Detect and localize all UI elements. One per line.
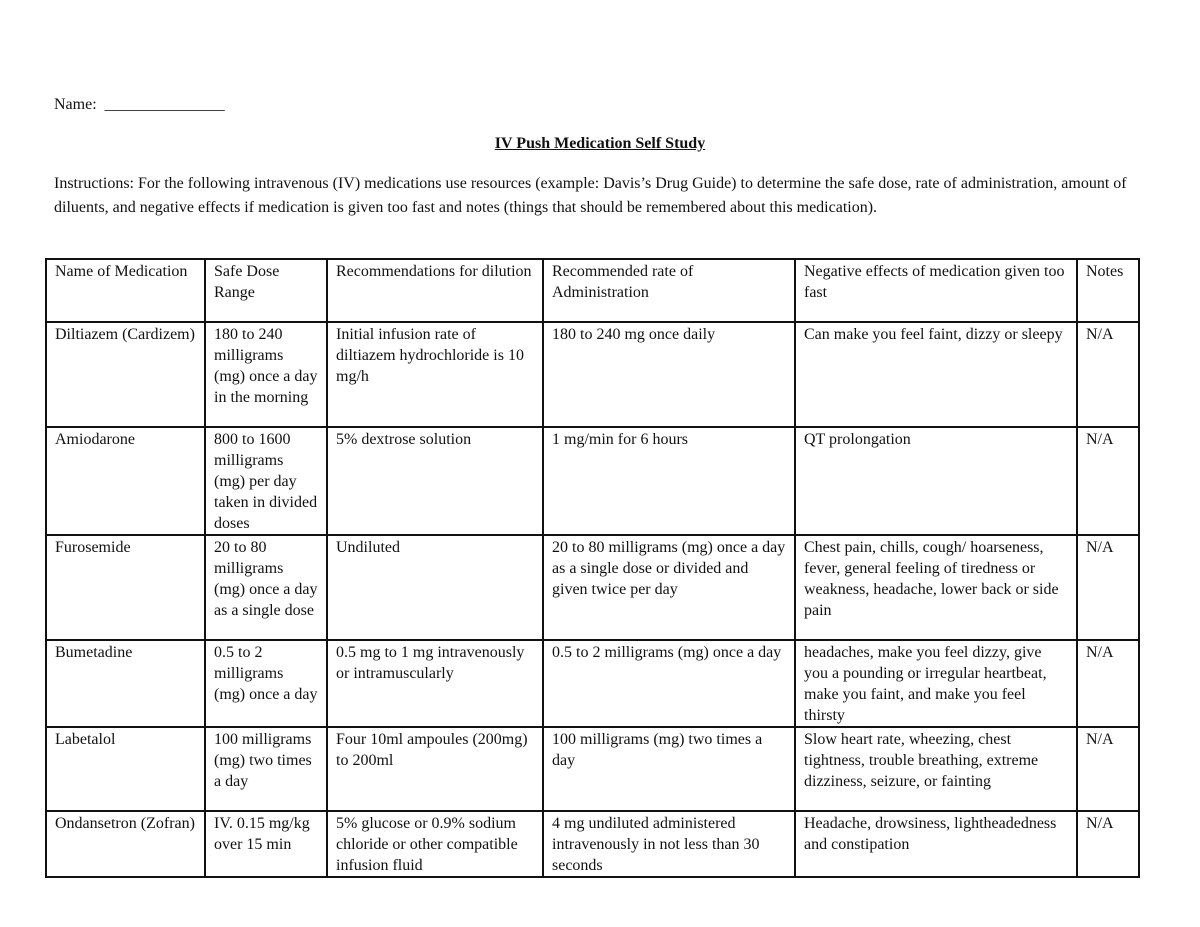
header-cell-notes: Notes — [1077, 259, 1139, 322]
table-cell: 5% glucose or 0.9% sodium chloride or other compatible infusion fluid — [327, 811, 543, 877]
table-cell: Undiluted — [327, 535, 543, 640]
table-cell: Initial infusion rate of diltiazem hydrochloride is 10 mg/h — [327, 322, 543, 427]
table-cell: QT prolongation — [795, 427, 1077, 535]
header-cell-negative-effects: Negative effects of medication given too fast — [795, 259, 1077, 322]
table-cell: 100 milligrams (mg) two times a day — [543, 727, 795, 811]
table-row — [46, 727, 1139, 811]
table-cell: 180 to 240 mg once daily — [543, 322, 795, 427]
table-cell: Four 10ml ampoules (200mg) to 200ml — [327, 727, 543, 811]
table-cell: N/A — [1077, 727, 1139, 811]
table-cell: N/A — [1077, 811, 1139, 877]
table-cell: 1 mg/min for 6 hours — [543, 427, 795, 535]
table-row — [46, 535, 1139, 640]
table-row — [46, 640, 1139, 727]
table-cell: 4 mg undiluted administered intravenously in not less than 30 seconds — [543, 811, 795, 877]
header-cell-medication: Name of Medication — [46, 259, 205, 322]
table-cell: Amiodarone — [46, 427, 205, 535]
table-cell: IV. 0.15 mg/kg over 15 min — [205, 811, 327, 877]
table-cell: Headache, drowsiness, lightheadedness and constipation — [795, 811, 1077, 877]
table-cell: N/A — [1077, 322, 1139, 427]
table-cell: Furosemide — [46, 535, 205, 640]
table-cell: 0.5 to 2 milligrams (mg) once a day — [543, 640, 795, 727]
table-cell: N/A — [1077, 640, 1139, 727]
table-cell: Labetalol — [46, 727, 205, 811]
table-cell: 5% dextrose solution — [327, 427, 543, 535]
table-cell: 0.5 mg to 1 mg intravenously or intramuscularly — [327, 640, 543, 727]
table-cell: 0.5 to 2 milligrams (mg) once a day — [205, 640, 327, 727]
table-row — [46, 811, 1139, 877]
table-cell: Diltiazem (Cardizem) — [46, 322, 205, 427]
header-cell-rate: Recommended rate of Administration — [543, 259, 795, 322]
table-cell: Slow heart rate, wheezing, chest tightness, trouble breathing, extreme dizziness, seizure, or fainting — [795, 727, 1077, 811]
table-cell: headaches, make you feel dizzy, give you a pounding or irregular heartbeat, make you faint, and make you feel thirsty — [795, 640, 1077, 727]
medication-table — [45, 258, 1140, 878]
instructions-paragraph: Instructions: For the following intravenous (IV) medications use resources (example: Davis’s Drug Guide) to determine the safe dose, rate of administration, amount of diluents, and negative effects if medication is given too fast and notes (things that should be remembered about this medication). — [54, 175, 1127, 216]
table-cell: 20 to 80 milligrams (mg) once a day as a single dose or divided and given twice per day — [543, 535, 795, 640]
table-cell: Bumetadine — [46, 640, 205, 727]
table-cell: 180 to 240 milligrams (mg) once a day in the morning — [205, 322, 327, 427]
header-cell-safe-dose: Safe Dose Range — [205, 259, 327, 322]
table-row — [46, 322, 1139, 427]
header-cell-dilution: Recommendations for dilution — [327, 259, 543, 322]
table-cell: Can make you feel faint, dizzy or sleepy — [795, 322, 1077, 427]
table-header-row — [46, 259, 1139, 322]
table-cell: N/A — [1077, 427, 1139, 535]
table-cell: Chest pain, chills, cough/ hoarseness, fever, general feeling of tiredness or weakness, headache, lower back or side pain — [795, 535, 1077, 640]
table-cell: Ondansetron (Zofran) — [46, 811, 205, 877]
page-title: IV Push Medication Self Study — [494, 135, 706, 152]
table-cell: 20 to 80 milligrams (mg) once a day as a single dose — [205, 535, 327, 640]
table-cell: 100 milligrams (mg) two times a day — [205, 727, 327, 811]
table-row — [46, 427, 1139, 535]
name-field: Name: _______________ — [54, 96, 225, 113]
table-cell: N/A — [1077, 535, 1139, 640]
table-cell: 800 to 1600 milligrams (mg) per day taken in divided doses — [205, 427, 327, 535]
